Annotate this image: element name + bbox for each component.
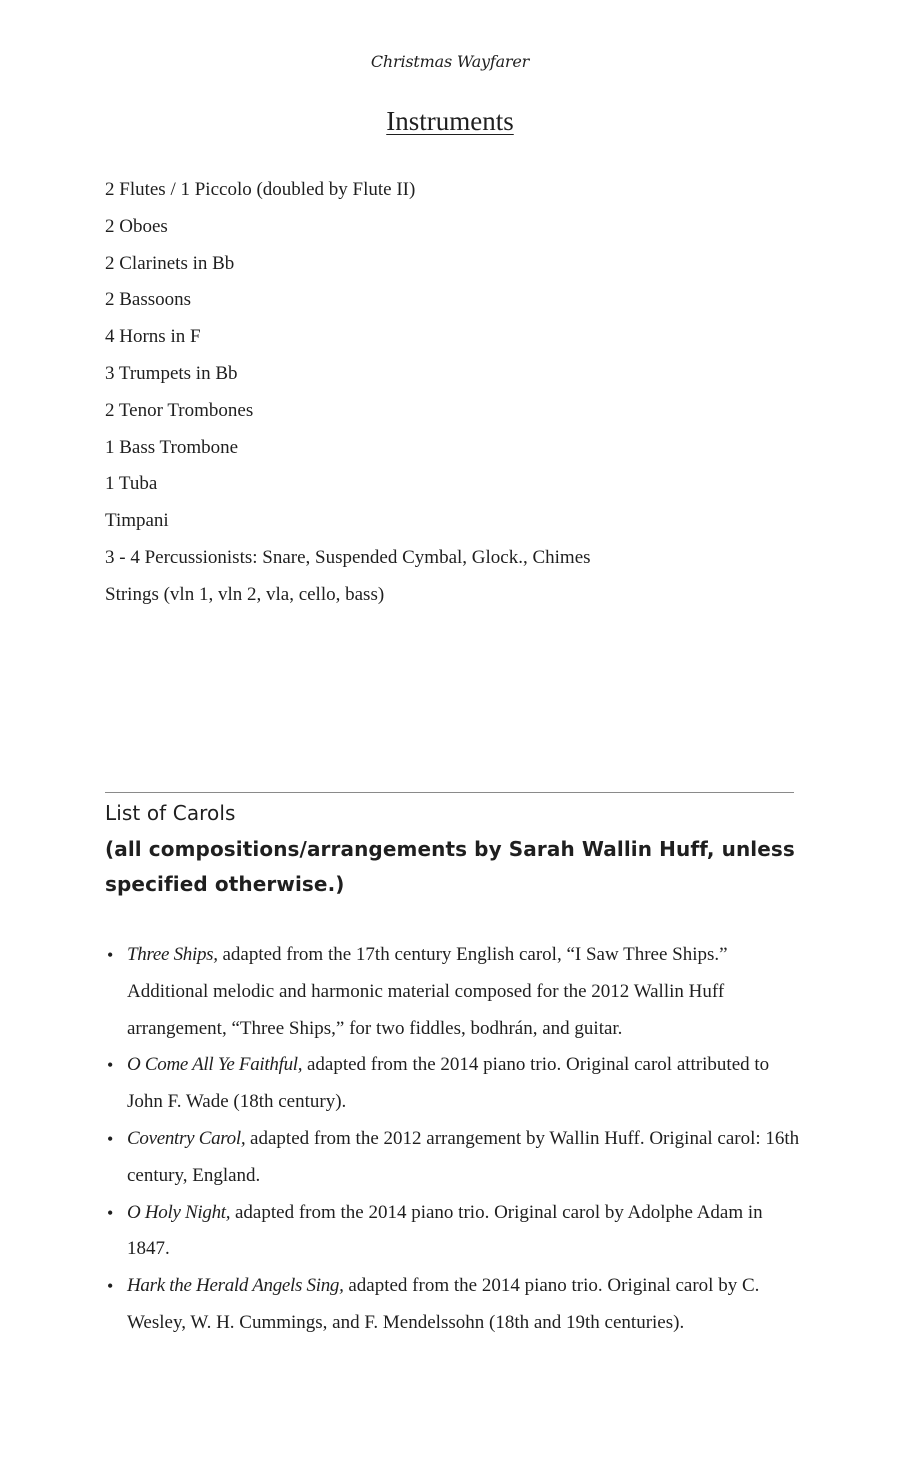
instrument-item: 2 Oboes: [105, 215, 168, 237]
carol-item: [105, 1121, 800, 1195]
carol-list: [105, 937, 800, 1342]
carol-item: [105, 1047, 800, 1121]
instrument-item: 1 Tuba: [105, 473, 158, 495]
carols-subheading: (all compositions/arrangements by Sarah Wallin Huff, unless specified otherwise.): [105, 836, 795, 896]
bullet-icon: •: [107, 1202, 114, 1223]
carol-item: [105, 1195, 800, 1269]
instrument-item: 2 Clarinets in Bb: [105, 252, 235, 274]
carol-item: [105, 1268, 800, 1342]
bullet-icon: •: [107, 1276, 114, 1297]
bullet-icon: •: [107, 945, 114, 965]
instrument-item: 3 Trumpets in Bb: [105, 362, 238, 384]
instrument-item: 2 Flutes / 1 Piccolo (doubled by Flute II): [105, 179, 416, 200]
bullet-icon: •: [107, 1055, 114, 1076]
instrument-item: 2 Tenor Trombones: [105, 399, 254, 421]
carol-description: adapted from the 2014 piano trio. Original carol by C. Wesley, W. H. Cummings, and F. Mendelssohn (18th and 19th centuries).: [127, 1275, 760, 1333]
carol-title: Hark the Herald Angels Sing,: [127, 1275, 344, 1297]
carol-description: adapted from the 2014 piano trio. Original carol by Adolphe Adam in 1847.: [127, 1201, 763, 1260]
running-head: Christmas Wayfarer: [370, 52, 530, 71]
carol-title: O Come All Ye Faithful,: [127, 1054, 303, 1076]
instrument-list: [105, 175, 591, 617]
section-divider: [105, 792, 794, 793]
bullet-icon: •: [107, 1128, 114, 1149]
instrument-item: 1 Bass Trombone: [105, 436, 239, 458]
instrument-item: 2 Bassoons: [105, 289, 192, 311]
instrument-item: Strings (vln 1, vln 2, vla, cello, bass): [105, 583, 385, 605]
carol-title: Three Ships,: [127, 944, 218, 965]
carol-title: Coventry Carol,: [127, 1127, 246, 1149]
carol-description: adapted from the 2012 arrangement by Wallin Huff. Original carol: 16th century, England.: [127, 1127, 800, 1186]
carols-heading: List of Carols: [105, 801, 236, 825]
carols-heading-block: [105, 796, 795, 903]
instrument-item: Timpani: [105, 510, 169, 532]
instrument-item: 4 Horns in F: [105, 326, 201, 348]
carol-title: O Holy Night,: [127, 1201, 231, 1223]
carol-item: [105, 937, 800, 1047]
carol-description: adapted from the 17th century English carol, “I Saw Three Ships.” Additional melodic and harmonic material composed for the 2012 Wallin Huff arrangement, “Three Ships,” for two fiddles, bodhrán, and guitar.: [127, 944, 728, 1039]
instrument-item: 3 - 4 Percussionists: Snare, Suspended Cymbal, Glock., Chimes: [105, 546, 591, 568]
carol-description: adapted from the 2014 piano trio. Original carol attributed to John F. Wade (18th century).: [127, 1054, 770, 1113]
instruments-title: Instruments: [386, 106, 514, 136]
